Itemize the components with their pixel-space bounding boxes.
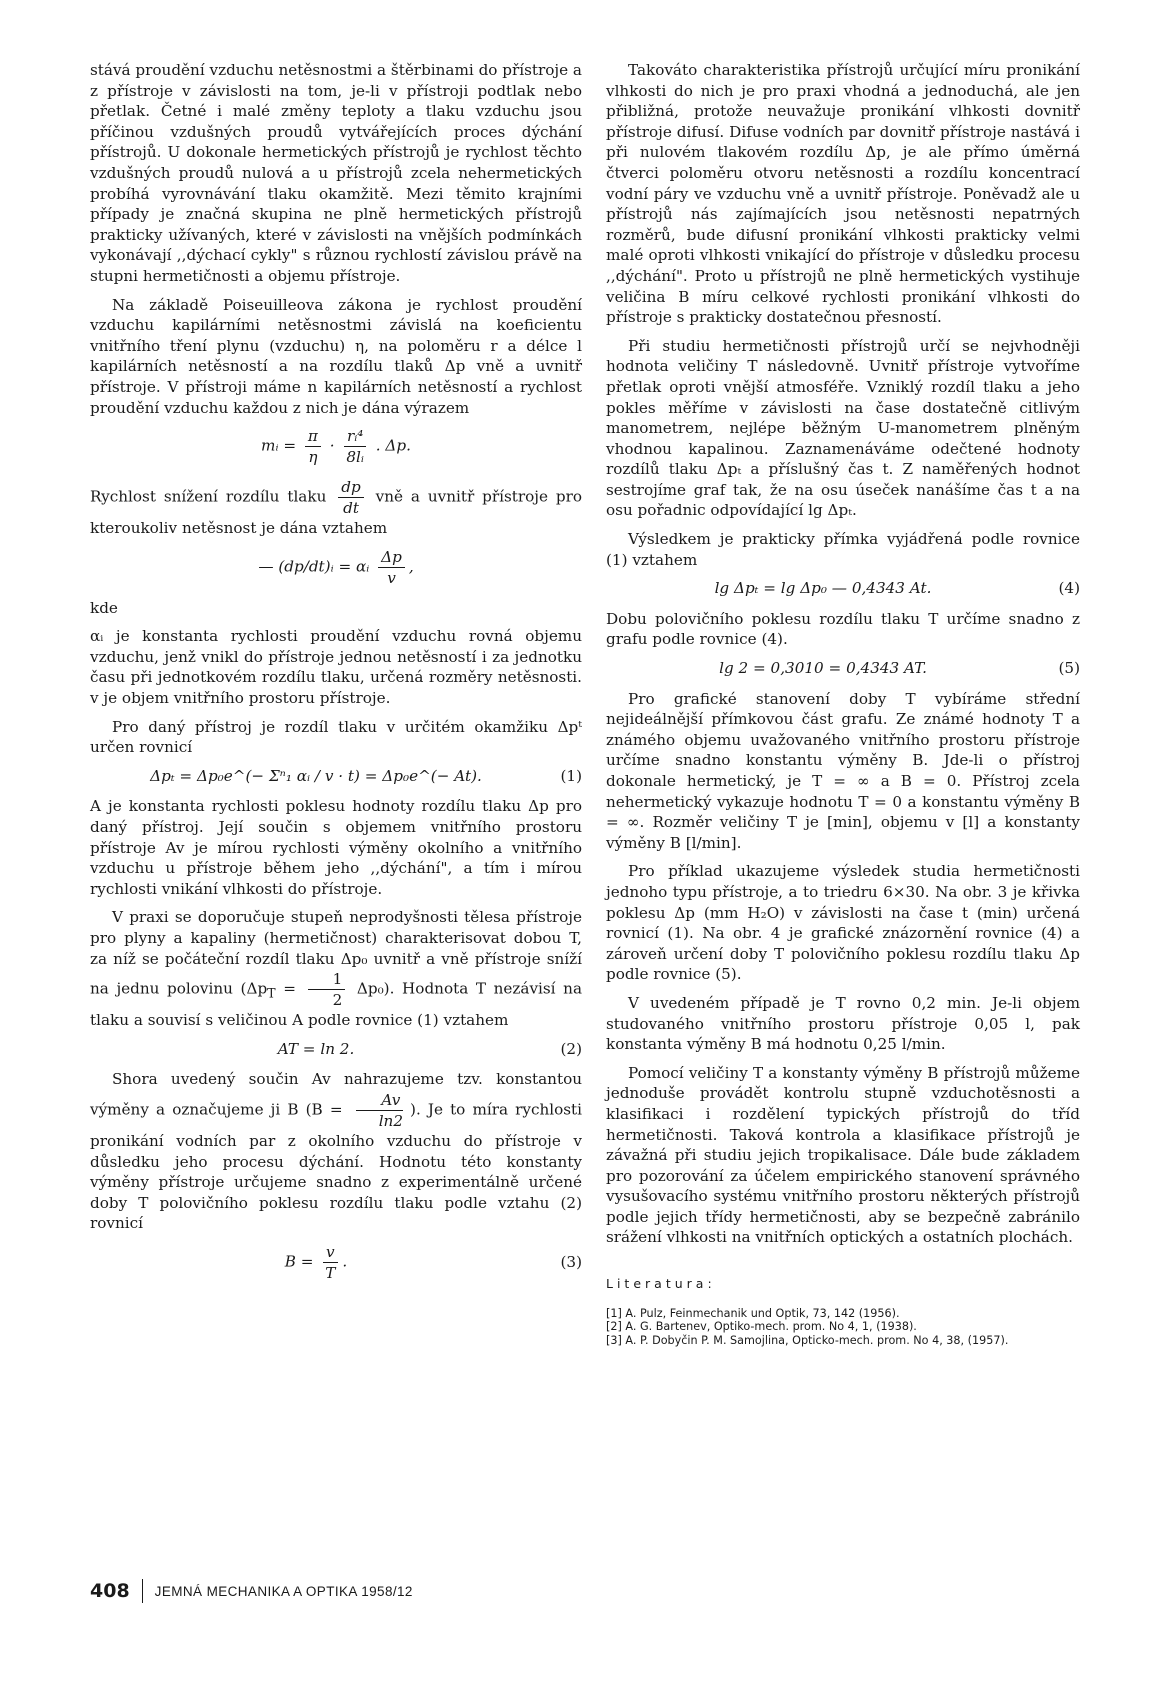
text-span: V praxi se doporučuje stupeň neprodyšnosti tělesa přístroje pro plyny a kapaliny (hermetičnost) charakterisovat dobou T, za níž se počáteční rozdíl tlaku Δp₀ uvnitř a vně přístroje sníží na jednu polovinu (Δp (90, 908, 582, 998)
paragraph: stává proudění vzduchu netěsnostmi a štěrbinami do přístroje a z přístroje v závislosti na tom, je-li v přístroji podtlak nebo přetlak. Četné i malé změny teploty a tlaku vzduchu jsou příčinou vzdušných proudů vytvářejících proces dýchání přístrojů. U dokonale hermetických přístrojů je rychlost těchto vzdušných proudů nulová a u přístrojů zcela nehermetických probíhá vyrovnávání tlaku okamžitě. Mezi těmito krajními případy je značná skupina ne plně hermetických přístrojů prakticky užívaných, které v závislosti na vnějších podmínkách vykonávají ,,dýchací cykly" s různou rychlostí závislou právě na stupni hermetičnosti a objemu přístroje. (90, 61, 582, 285)
eq-dp-end: , (408, 557, 414, 576)
eq5-number: (5) (1058, 659, 1080, 678)
equation-1 (90, 766, 582, 787)
equation-5 (606, 658, 1080, 679)
paragraph: Pro grafické stanovení doby T vybíráme střední nejideálnější přímkovou část grafu. Ze známé hodnoty T a známého objemu uvažovaného vnitřního prostoru přístroje určíme snadno konstantu výměny B. Jde-li o přístroj dokonale hermetický, je T = ∞ a B = 0. Přístroj zcela nehermetický vykazuje hodnotu T = 0 a konstantu výměny B = ∞. Rozměr veličiny T je [min], objemu v [l] a konstanty výměny B [l/min]. (606, 689, 1080, 852)
eq-dp-den: v (387, 568, 396, 587)
text-span: Shora uvedený součin Av nahrazujeme tzv. konstantou výměny a označujeme ji B (B = (90, 1070, 582, 1119)
eq3-number: (3) (560, 1253, 582, 1272)
paragraph: Pro daný přístroj je rozdíl tlaku v určitém okamžiku Δpᵗ určen rovnicí (90, 717, 582, 757)
frac-num: Av (356, 1090, 403, 1111)
eq1-body: Δpₜ = Δp₀e^(− Σⁿ₁ αᵢ / v · t) = Δp₀e^(− At). (150, 766, 482, 785)
equation-mi (90, 426, 582, 467)
paragraph: Dobu polovičního poklesu rozdílu tlaku T určíme snadno z grafu podle rovnice (4). (606, 609, 1080, 649)
reference-item: [3] A. P. Dobyčin P. M. Samojlina, Opticko-mech. prom. No 4, 38, (1957). (606, 1333, 1009, 1347)
paragraph (90, 1069, 582, 1234)
paragraph: Pro příklad ukazujeme výsledek studia hermetičnosti jednoho typu přístroje, a to triedru 6×30. Na obr. 3 je křivka poklesu Δp (mm H₂O) v závislosti na čase t (min) určená rovnicí (1). Na obr. 4 je grafické znázornění rovnice (4) a zároveň určení doby T polovičního poklesu rozdílu tlaku Δp podle rovnice (5). (606, 862, 1080, 984)
journal-title: JEMNÁ MECHANIKA A OPTIKA 1958/12 (154, 1583, 413, 1599)
eq3-frac-den: T (325, 1263, 336, 1282)
equation-3 (90, 1242, 582, 1283)
frac-num: dp (338, 477, 363, 498)
paragraph: Pomocí veličiny T a konstanty výměny B přístrojů můžeme jednoduše provádět kontrolu stupně vzduchotěsnosti a klasifikaci i rozdělení typických přístrojů do tříd hermetičnosti. Taková kontrola a klasifikace přístrojů je závažná při studiu jejich tropikalisace. Dále bude základem pro pozorování za účelem empirického stanovení správného vysušovacího systému vnitřního prostoru některých přístrojů podle jejich třídy hermetičnosti, aby se bezpečně zabránilo srážení vlhkosti na vnitřních optických a ostatních plochách. (606, 1063, 1080, 1247)
eq-mi-f1-den: η (308, 448, 318, 467)
eq-dp-num: Δp (378, 547, 405, 568)
left-column (90, 60, 582, 1293)
right-column (606, 60, 1080, 1347)
text-span: vně a uvnitř přístroje pro kteroukoliv netěsnost je dána vztahem (90, 487, 583, 538)
eq3-frac-num: v (323, 1242, 338, 1263)
reference-item: [1] A. Pulz, Feinmechanik und Optik, 73, 142 (1956). (606, 1306, 900, 1320)
text-span: Δp₀). Hodnota T nezávisí na tlaku a souvisí s veličinou A podle rovnice (1) vztahem (90, 979, 582, 1030)
eq3-lhs: B = (284, 1252, 314, 1271)
literature-heading: Literatura: (606, 1276, 716, 1292)
frac-num: 1 (308, 969, 346, 990)
subscript: T (267, 985, 276, 1001)
equation-2 (90, 1039, 582, 1060)
text-span: Rychlost snížení rozdílu tlaku (90, 487, 327, 506)
equation-dp (90, 547, 582, 588)
eq-mi-f2-num: rᵢ⁴ (344, 426, 366, 447)
text-span: ). Je to míra rychlosti pronikání vodních par z okolního vzduchu do přístroje v důsledku jeho procesu dýchání. Hodnotu této konstanty výměny přístroje určujeme snadno z experimentálně určené doby T polovičního poklesu rozdílu tlaku podle vztahu (2) rovnicí (90, 1100, 583, 1233)
eq-mi-lhs: mᵢ = (261, 436, 297, 455)
frac-den: 2 (332, 991, 343, 1010)
paragraph: Na základě Poiseuilleova zákona je rychlost proudění vzduchu kapilárními netěsnostmi závislá na koeficientu vnitřního tření plynu (vzduchu) η, na poloměru r a délce l kapilárních netěsností a na rozdílu tlaků Δp vně a uvnitř přístroje. V přístroji máme n kapilárních netěsností a rychlost proudění vzduchu každou z nich je dána výrazem (90, 295, 582, 417)
paragraph (90, 477, 582, 539)
page-footer (90, 1579, 413, 1603)
eq2-number: (2) (560, 1039, 582, 1058)
paragraph: A je konstanta rychlosti poklesu hodnoty rozdílu tlaku Δp pro daný přístroj. Její součin s objemem vnitřního prostoru přístroje Av je mírou rychlosti výměny okolního a vnitřního vzduchu u přístroje během jeho ,,dýchání", a tím i mírou rychlosti vnikání vlhkosti do přístroje. (90, 797, 582, 898)
eq-mi-f1-num: π (305, 426, 321, 447)
paragraph: αᵢ je konstanta rychlosti proudění vzduchu rovná objemu vzduchu, jenž vnikl do přístroje jednou netěsností i za jednotku času při jednotkovém rozdílu tlaku, určená rozměry netěsnosti. v je objem vnitřního prostoru přístroje. (90, 627, 582, 708)
paragraph (90, 907, 582, 1030)
reference-list (606, 1307, 1080, 1348)
paragraph-kde: kde (90, 598, 118, 617)
eq-mi-rhs: . Δp. (375, 436, 411, 455)
equation-4 (606, 578, 1080, 599)
eq-mi-f2-den: 8lᵢ (346, 448, 364, 467)
eq4-number: (4) (1058, 579, 1080, 598)
eq1-number: (1) (560, 766, 582, 785)
eq5-body: lg 2 = 0,3010 = 0,4343 AT. (719, 659, 927, 678)
text-span: = (275, 979, 296, 998)
paragraph: Při studiu hermetičnosti přístrojů určí se nejvhodněji hodnota veličiny T následovně. Uvnitř přístroje vytvoříme přetlak oproti vnější atmosféře. Vzniklý rozdíl tlaku a jeho pokles měříme v závislosti na čase dostatečně citlivým manometrem, nejlépe běžným U-manometrem plněným vhodnou kapalinou. Zaznamenáváme odečtené hodnoty rozdílů tlaku Δpₜ a příslušný čas t. Z naměřených hodnot sestrojíme graf tak, že na osu úseček nanášíme čas t a na osu pořadnic odpovídající lg Δpₜ. (606, 336, 1080, 520)
eq-dp-lhs: — (dp/dt)ᵢ = αᵢ (258, 557, 370, 576)
reference-item: [2] A. G. Bartenev, Optiko-mech. prom. No 4, 1, (1938). (606, 1320, 917, 1334)
page-number: 408 (90, 1580, 130, 1602)
frac-den: ln2 (378, 1111, 404, 1130)
eq4-body: lg Δpₜ = lg Δp₀ — 0,4343 At. (714, 579, 932, 598)
eq2-body: AT = ln 2. (277, 1039, 355, 1058)
paragraph: V uvedeném případě je T rovno 0,2 min. Je-li objem studovaného vnitřního prostoru přístroje 0,05 l, pak konstanta výměny B má hodnotu 0,25 l/min. (606, 993, 1080, 1054)
eq3-end: . (342, 1252, 348, 1271)
paragraph: Výsledkem je prakticky přímka vyjádřená podle rovnice (1) vztahem (606, 530, 1080, 569)
frac-den: dt (343, 499, 359, 518)
paragraph: Takováto charakteristika přístrojů určující míru pronikání vlhkosti do nich je pro praxi vhodná a jednoduchá, ale jen přibližná, protože neuvažuje pronikání vlhkosti dovnitř přístroje difusí. Difuse vodních par dovnitř přístroje nastává i při nulovém tlakovém rozdílu Δp, je ale přímo úměrná čtverci poloměru otvoru netěsnosti a rozdílu koncentrací vodní páry ve vzduchu vně a uvnitř přístroje. Poněvadž ale u přístrojů nás zajímajících jsou netěsnosti nepatrných rozměrů, bude difusní pronikání vlhkosti prakticky velmi malé oproti vlhkosti vnikající do přístroje v důsledku procesu ,,dýchání". Proto u přístrojů ne plně hermetických vystihuje veličina B míru celkové rychlosti pronikání vlhkosti do přístroje s prakticky dostatečnou přesností. (606, 61, 1080, 327)
footer-divider (142, 1579, 143, 1603)
eq-mi-dot: · (329, 436, 335, 455)
